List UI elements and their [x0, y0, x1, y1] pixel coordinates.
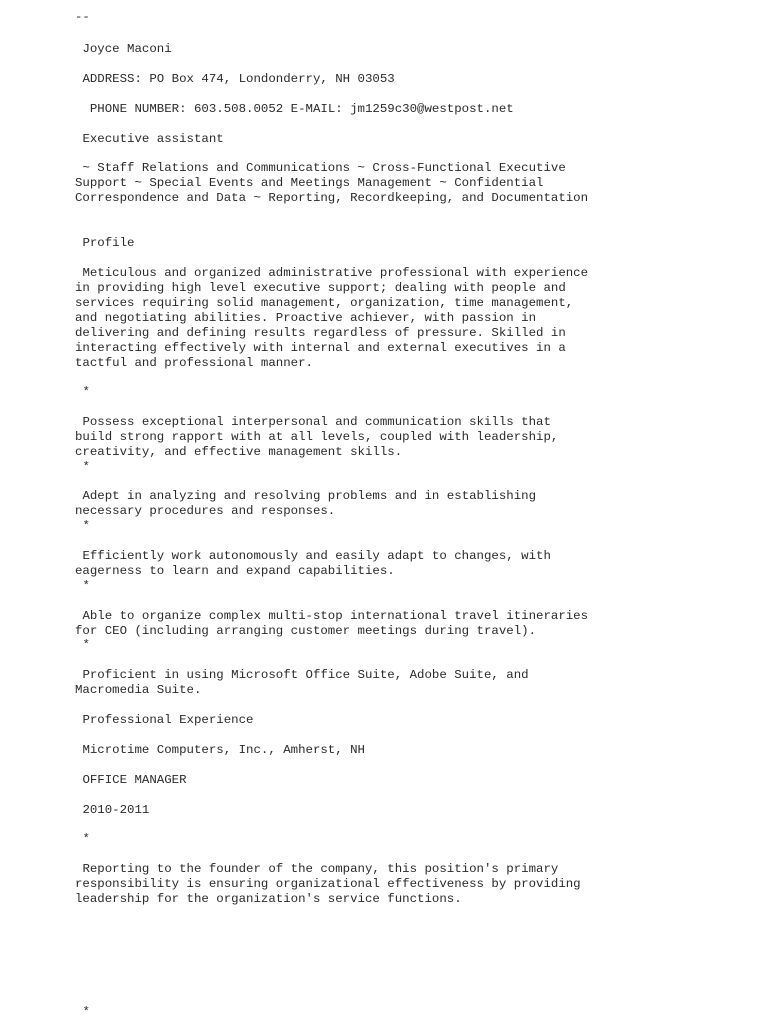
company-line: Microtime Computers, Inc., Amherst, NH [75, 743, 365, 757]
bullet-marker: * [75, 519, 90, 533]
job-title: OFFICE MANAGER [75, 773, 187, 787]
bullet-marker: * [75, 832, 90, 846]
separator-line: -- [75, 10, 90, 24]
address-line: ADDRESS: PO Box 474, Londonderry, NH 03053 [75, 72, 395, 86]
section-heading-profile: Profile [75, 236, 135, 250]
profile-bullet: Possess exceptional interpersonal and communication skills that build strong rapport with at all levels, coupled with leadership, creativity, and effective management skills. [75, 415, 559, 459]
bullet-marker: * [75, 1005, 90, 1019]
profile-bullet: Efficiently work autonomously and easily adapt to changes, with eagerness to learn and expand capabilities. [75, 549, 551, 578]
bullet-marker: * [75, 460, 90, 474]
bullet-marker: * [75, 638, 90, 652]
skills-summary: ~ Staff Relations and Communications ~ Cross-Functional Executive Support ~ Special Events and Meetings Management ~ Confidential Correspondence and Data ~ Reporting, Recordkeeping, and Documentation [75, 161, 589, 205]
job-dates: 2010-2011 [75, 803, 150, 817]
section-heading-experience: Professional Experience [75, 713, 254, 727]
candidate-name: Joyce Maconi [75, 42, 172, 56]
profile-summary: Meticulous and organized administrative professional with experience in providing high level executive support; dealing with people and services requiring solid management, organization, time management, and negotiating abilities. Proactive achiever, with passion in delivering and defining results regardless of pressure. Skilled in interacting effectively with internal and external executives in a tactful and professional manner. [75, 266, 589, 370]
contact-line: PHONE NUMBER: 603.508.0052 E-MAIL: jm1259c30@westpost.net [75, 102, 514, 116]
profile-bullet: Adept in analyzing and resolving problems and in establishing necessary procedures and responses. [75, 489, 537, 518]
bullet-marker: * [75, 579, 90, 593]
profile-bullet: Able to organize complex multi-stop international travel itineraries for CEO (including arranging customer meetings during travel). [75, 609, 589, 638]
bullet-marker: * [75, 385, 90, 399]
headline: Executive assistant [75, 132, 224, 146]
experience-bullet: Reporting to the founder of the company, this position's primary responsibility is ensuring organizational effectiveness by providing leadership for the organization's service functions. [75, 862, 581, 906]
profile-bullet: Proficient in using Microsoft Office Suite, Adobe Suite, and Macromedia Suite. [75, 668, 529, 697]
